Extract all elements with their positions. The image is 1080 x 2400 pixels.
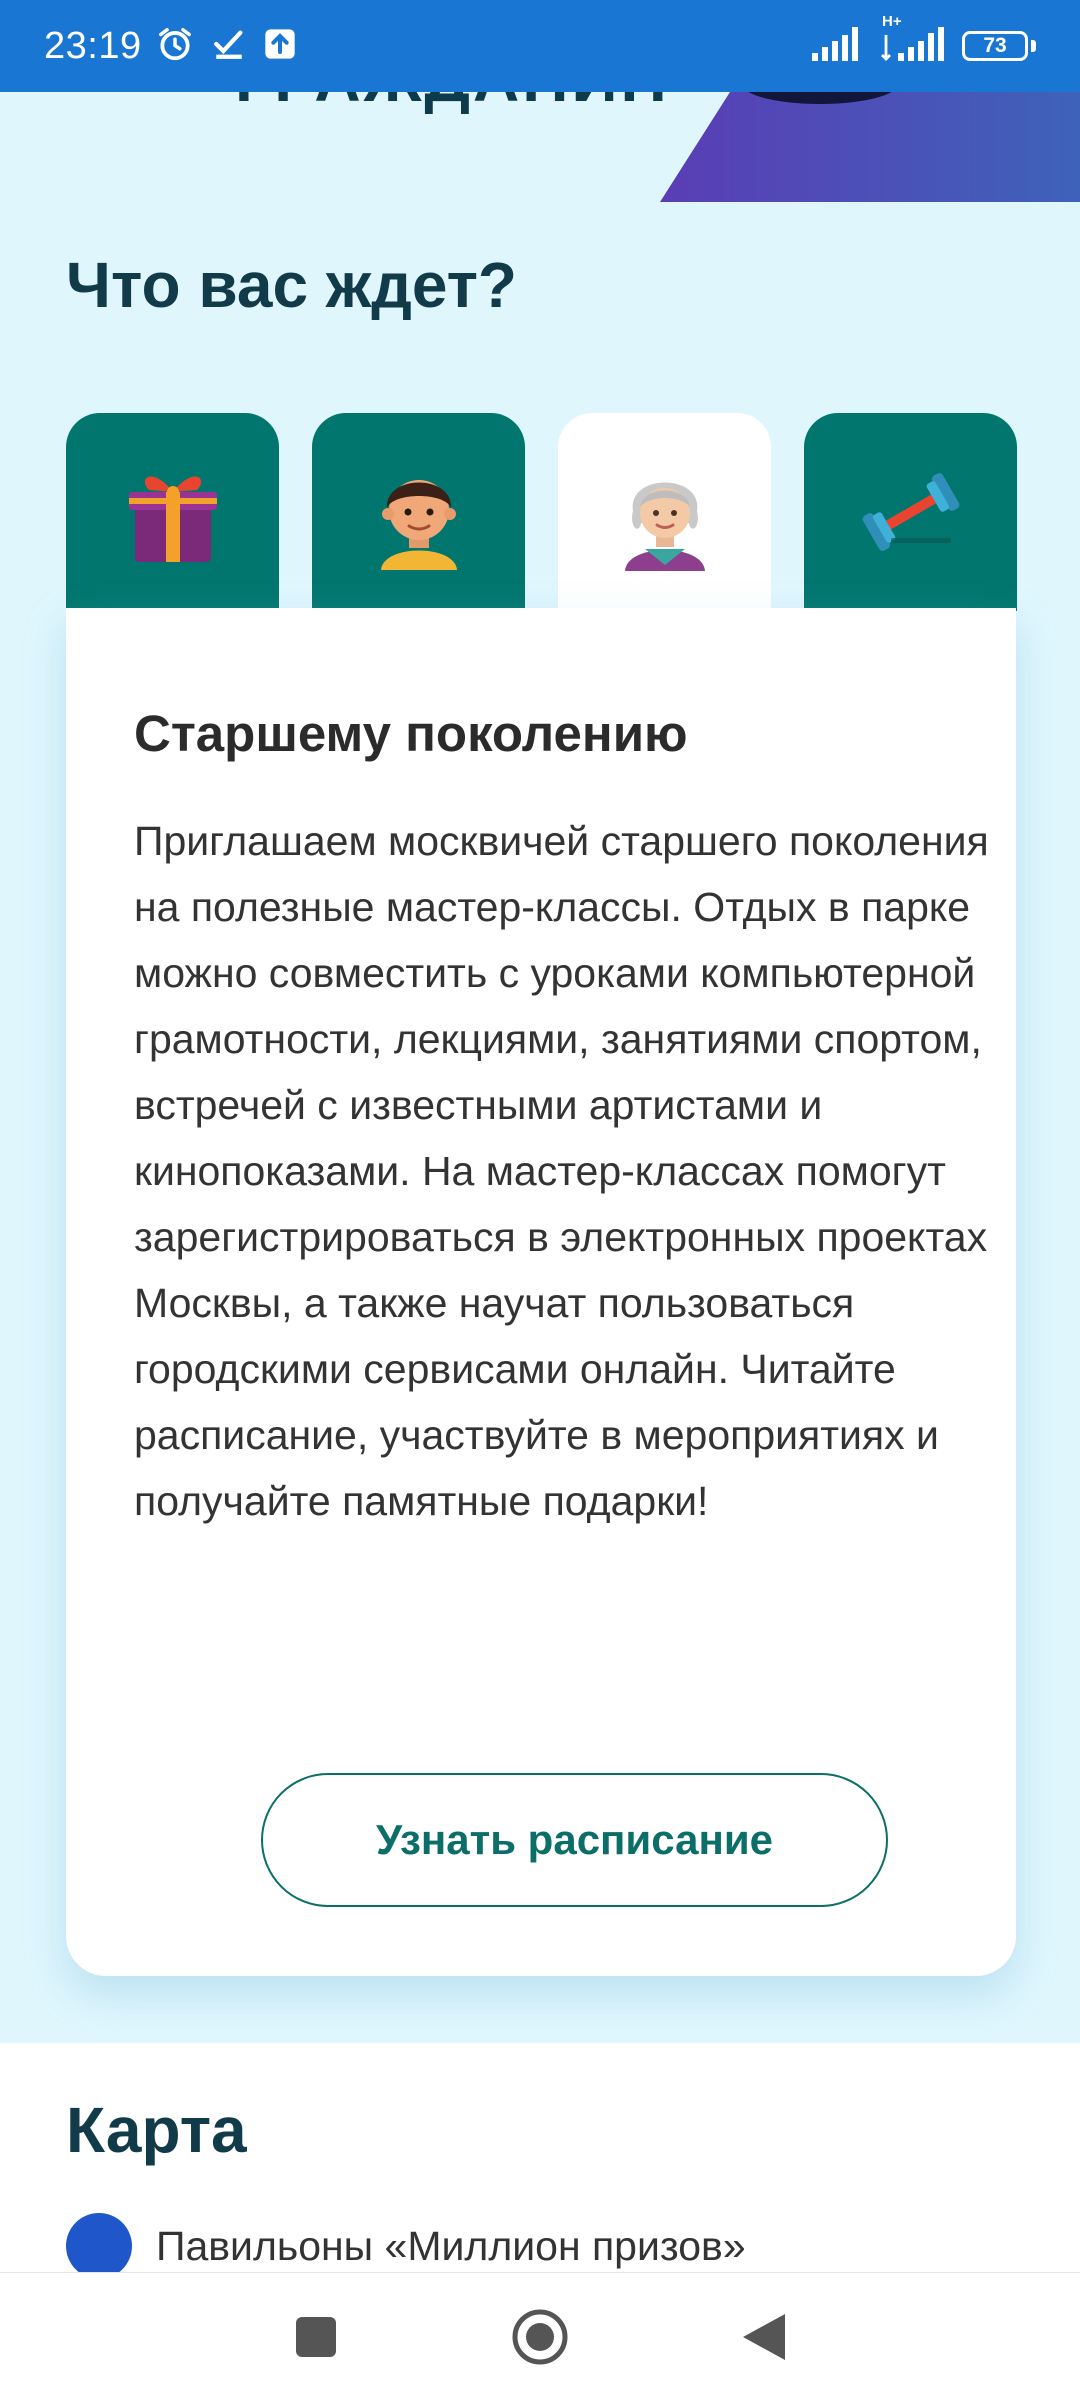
map-title: Карта [66,2094,247,2166]
square-icon [294,2315,338,2359]
recent-apps-button[interactable] [284,2305,348,2369]
elderly-woman-icon [605,453,725,573]
hero-decoration [660,92,1080,202]
dumbbell-icon [851,452,971,572]
battery-level: 73 [962,31,1028,61]
category-tabs [66,413,1016,613]
tab-elderly[interactable] [558,413,771,613]
card-description: Приглашаем москвичей старшего поколения на полезные мастер-классы. Отдых в парке можно совместить с уроками компьютерной грамотности, лекциями, занятиями спортом, встречей с известными артистами и кинопоказами. На мастер-классах помогут зарегистрироваться в электронных проектах Москвы, а также научат пользоваться городскими сервисами онлайн. Читайте расписание, участвуйте в мероприятиях и получайте памятные подарки! [134,818,989,1524]
upload-icon [264,28,296,65]
tab-sports[interactable] [804,413,1017,611]
gift-icon [113,452,233,572]
back-button[interactable] [732,2305,796,2369]
legend-item[interactable] [66,2213,746,2279]
tab-children[interactable] [312,413,525,611]
task-done-icon [212,27,246,66]
legend-dot [66,2213,132,2279]
signal-icon [812,27,864,66]
schedule-button[interactable]: Узнать расписание [261,1773,888,1907]
alarm-icon [156,25,194,68]
status-bar [0,0,1080,92]
home-button[interactable] [508,2305,572,2369]
child-icon [359,452,479,572]
battery-icon [962,31,1036,61]
back-triangle-icon [741,2312,787,2362]
info-card [66,608,1016,1976]
hero-banner [0,92,1080,202]
signal-hplus-icon: H+ [882,27,944,66]
status-time: 23:19 [44,24,142,67]
legend-label: Павильоны «Миллион призов» [156,2222,746,2269]
map-section [0,2043,1080,2273]
card-title: Старшему поколению [134,705,688,762]
tab-gifts[interactable] [66,413,279,611]
system-nav-bar [0,2272,1080,2400]
section-title: Что вас ждет? [66,249,517,321]
home-circle-icon [510,2307,570,2367]
